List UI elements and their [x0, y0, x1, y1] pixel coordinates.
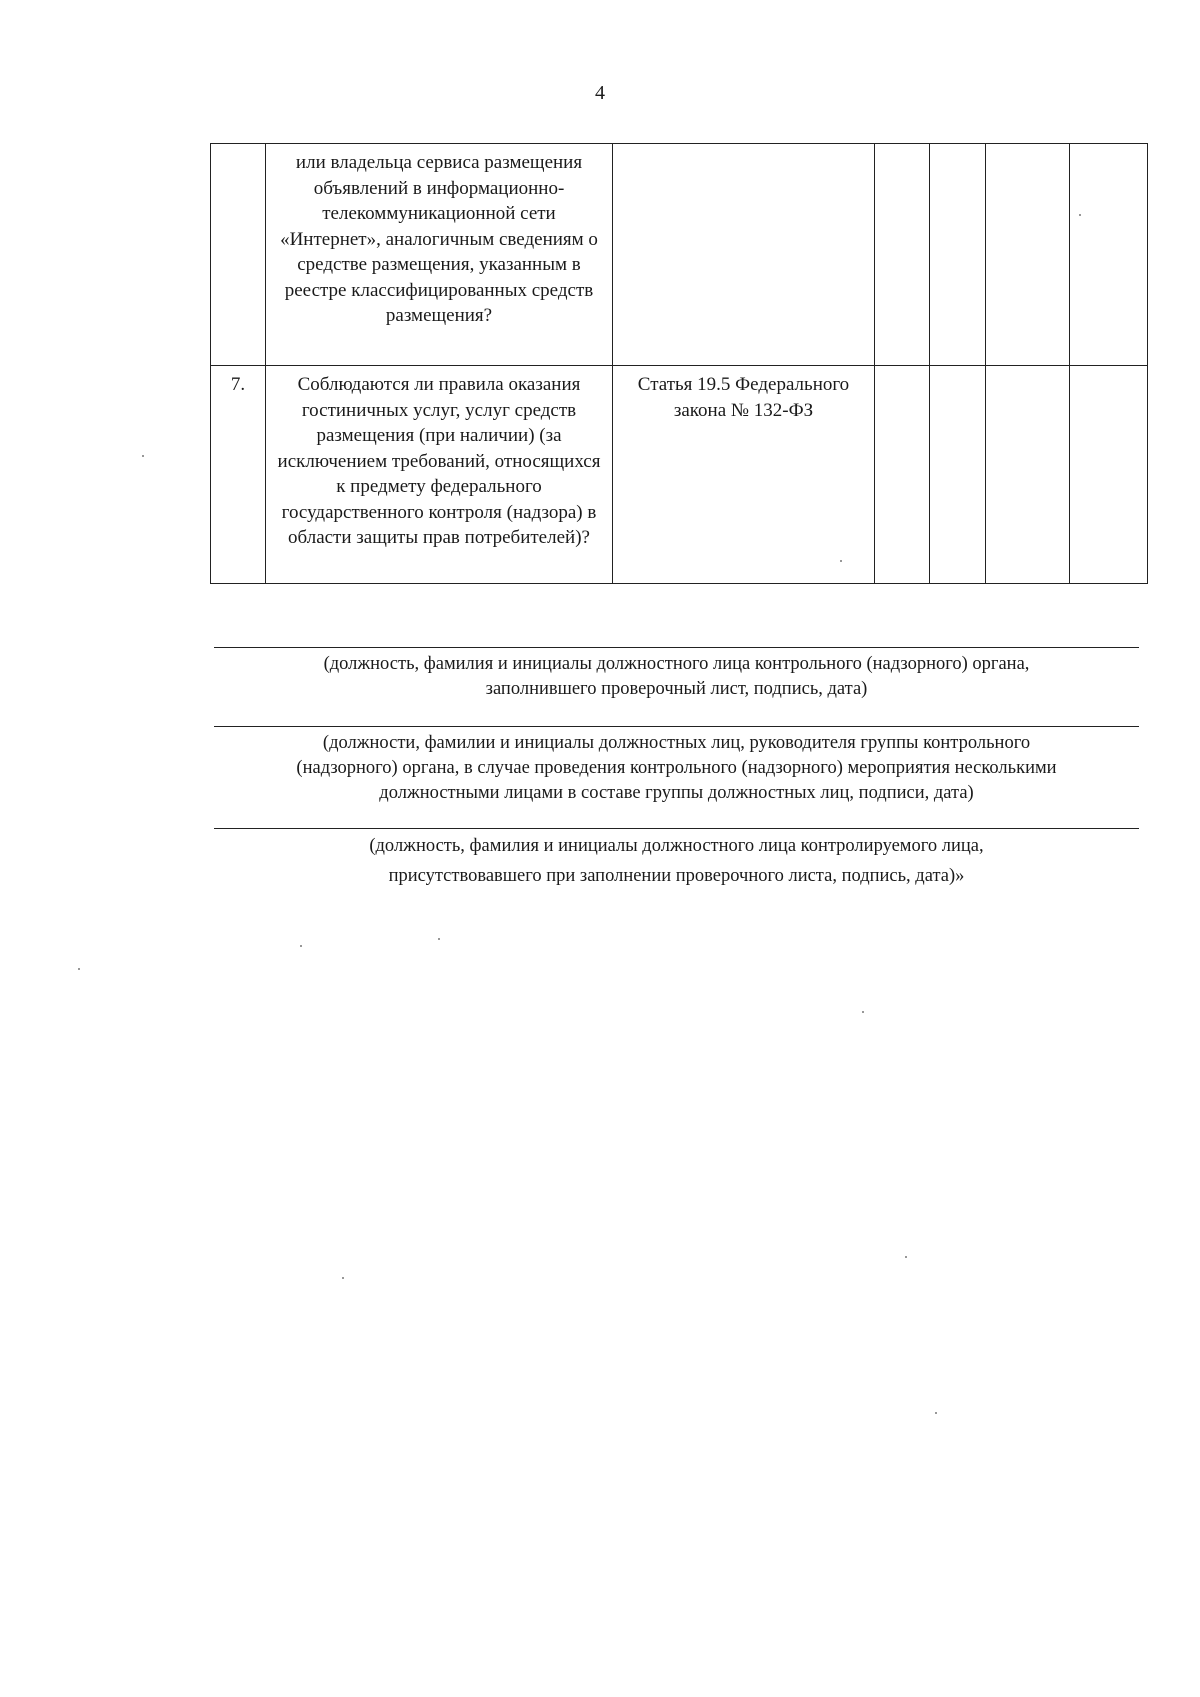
answer-cell[interactable]: [930, 366, 986, 584]
scan-speck: [840, 560, 842, 562]
scan-speck: [142, 455, 144, 457]
signature-caption-line: (должность, фамилия и инициалы должностного лица контрольного (надзорного) органа,: [323, 654, 1030, 674]
answer-cell[interactable]: [986, 144, 1070, 366]
answer-cell[interactable]: [986, 366, 1070, 584]
reference-cell: [613, 144, 875, 366]
table-row: [211, 144, 1148, 366]
table-row: [211, 366, 1148, 584]
reference-cell: Статья 19.5 Федерального закона № 132-ФЗ: [613, 366, 875, 584]
page-number: 4: [595, 82, 605, 104]
signature-block-inspector: [214, 647, 1139, 702]
checklist-table: [210, 143, 1148, 584]
row-number: [211, 144, 266, 366]
answer-cell[interactable]: [875, 144, 930, 366]
scan-speck: [342, 1277, 344, 1279]
scan-speck: [78, 968, 80, 970]
signature-caption-line: присутствовавшего при заполнении проверочного листа, подпись, дата)»: [388, 866, 965, 886]
signature-caption-line: (должность, фамилия и инициалы должностного лица контролируемого лица,: [369, 836, 984, 856]
scan-speck: [905, 1256, 907, 1258]
signature-caption-line: (должности, фамилии и инициалы должностных лиц, руководителя группы контрольного: [322, 733, 1031, 753]
signature-block-controlled-person: [214, 828, 1139, 891]
scan-speck: [862, 1011, 864, 1013]
note-cell[interactable]: [1070, 144, 1148, 366]
question-cell: Соблюдаются ли правила оказания гостиничных услуг, услуг средств размещения (при наличии) (за исключением требований, относящихся к предмету федерального государственного контроля (надзора) в области защиты прав потребителей)?: [266, 366, 613, 584]
answer-cell[interactable]: [875, 366, 930, 584]
note-cell[interactable]: [1070, 366, 1148, 584]
signature-caption-line: заполнившего проверочный лист, подпись, дата): [485, 679, 868, 699]
row-number: 7.: [211, 366, 266, 584]
scan-speck: [438, 938, 440, 940]
question-cell: или владельца сервиса размещения объявлений в информационно-телекоммуникационной сети «Интернет», аналогичным сведениям о средстве размещения, указанным в реестре классифицированных средств размещения?: [266, 144, 613, 366]
scan-speck: [300, 945, 302, 947]
signature-caption-line: (надзорного) органа, в случае проведения контрольного (надзорного) мероприятия несколькими: [296, 758, 1057, 778]
scan-speck: [935, 1412, 937, 1414]
signature-caption-line: должностными лицами в составе группы должностных лиц, подписи, дата): [379, 783, 974, 803]
signature-block-group: [214, 726, 1139, 806]
answer-cell[interactable]: [930, 144, 986, 366]
scan-speck: [1079, 214, 1081, 216]
